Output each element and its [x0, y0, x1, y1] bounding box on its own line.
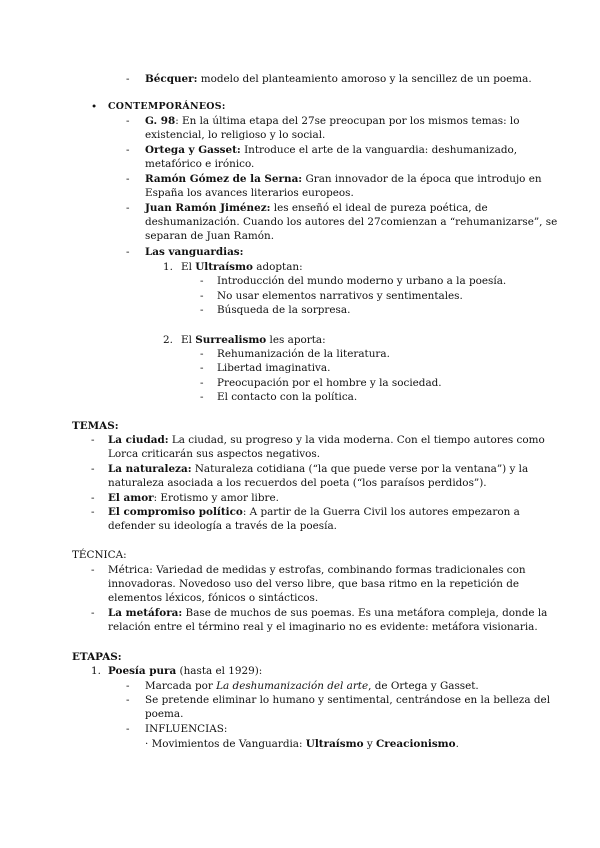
ortega-name: Ortega y Gasset: — [145, 144, 241, 156]
surrealismo-item: Libertad imaginativa. — [217, 362, 331, 374]
eliminar-line-1: Se pretende eliminar lo humano y sentimental, centrándose en la belleza del — [145, 694, 551, 706]
naturaleza-text-1: Naturaleza cotidiana (“la que puede verse por la ventana”) y la — [191, 463, 529, 475]
surrealismo-number: 2. — [163, 334, 173, 346]
ultraismo-pre: El — [181, 261, 196, 273]
surrealismo-item: Preocupación por el hombre y la sociedad. — [217, 377, 442, 389]
ortega-line-2: metafórico e irónico. — [145, 158, 255, 170]
marcada-title: La deshumanización del arte — [216, 680, 369, 692]
dash-bullet: - — [126, 680, 130, 692]
movimientos-ultraismo: Ultraísmo — [305, 738, 364, 750]
compromiso-line-2: defender su ideología a través de la poesía. — [108, 520, 337, 532]
dash-bullet: - — [200, 275, 204, 287]
compromiso-line-1 — [108, 505, 520, 519]
dash-bullet: - — [91, 607, 95, 619]
juanramon-text-1: les enseñó el ideal de pureza poética, de — [270, 202, 488, 214]
ortega-text-1: Introduce el arte de la vanguardia: deshumanizado, — [240, 144, 518, 156]
metrica-line-3: elementos léxicos, fónicos o sintácticos. — [108, 592, 319, 604]
pura-line — [108, 664, 262, 678]
dash-bullet: - — [126, 144, 130, 156]
ramon-text-1: Gran innovador de la época que introdujo en — [302, 173, 542, 185]
ultraismo-item: Búsqueda de la sorpresa. — [217, 304, 351, 316]
movimientos-pre: · Movimientos de Vanguardia: — [145, 738, 306, 750]
ultraismo-name: Ultraísmo — [195, 261, 253, 273]
tecnica-heading: TÉCNICA: — [72, 549, 127, 561]
metafora-line-2: relación entre el término real y el imaginario no es evidente: metáfora visionaria. — [108, 621, 538, 633]
juanramon-line-2: deshumanización. Cuando los autores del 27comienzan a “rehumanizarse”, se — [145, 216, 558, 228]
surrealismo-line — [181, 333, 326, 347]
influencias-label: INFLUENCIAS: — [145, 723, 228, 735]
g98-name: G. 98 — [145, 115, 176, 127]
metafora-line-1 — [108, 606, 547, 620]
metrica-line-1: Métrica: Variedad de medidas y estrofas, combinando formas tradicionales con — [108, 564, 526, 576]
pura-name: Poesía pura — [108, 665, 177, 677]
dash-bullet: - — [200, 304, 204, 316]
g98-line-2: existencial, lo religioso y lo social. — [145, 129, 326, 141]
ultraismo-post: adoptan: — [252, 261, 303, 273]
dash-bullet: - — [200, 377, 204, 389]
pura-number: 1. — [91, 665, 101, 677]
eliminar-line-2: poema. — [145, 708, 184, 720]
juanramon-name: Juan Ramón Jiménez: — [145, 202, 271, 214]
ciudad-name: La ciudad: — [108, 434, 169, 446]
movimientos-creacionismo: Creacionismo — [376, 738, 456, 750]
dash-bullet: - — [126, 202, 130, 214]
marcada-line — [145, 679, 479, 693]
dash-bullet: - — [126, 115, 130, 127]
g98-text-1: : En la última etapa del 27se preocupan por los mismos temas: lo — [175, 115, 520, 127]
dash-bullet: - — [126, 694, 130, 706]
dash-bullet: - — [126, 73, 130, 85]
surrealismo-pre: El — [181, 334, 196, 346]
surrealismo-item: Rehumanización de la literatura. — [217, 348, 390, 360]
marcada-pre: Marcada por — [145, 680, 217, 692]
round-bullet: • — [91, 101, 98, 113]
dash-bullet: - — [91, 564, 95, 576]
dash-bullet: - — [200, 290, 204, 302]
amor-text: : Erotismo y amor libre. — [153, 492, 279, 504]
amor-name: El amor — [108, 492, 154, 504]
ciudad-line-2: Lorca criticarán sus aspectos negativos. — [108, 448, 321, 460]
dash-bullet: - — [91, 506, 95, 518]
dash-bullet: - — [200, 362, 204, 374]
contemporaneos-heading: CONTEMPORÁNEOS: — [108, 101, 226, 112]
dash-bullet: - — [126, 246, 130, 258]
movimientos-mid: y — [363, 738, 377, 750]
dash-bullet: - — [200, 348, 204, 360]
compromiso-text-1: : A partir de la Guerra Civil los autores empezaron a — [242, 506, 520, 518]
becquer-text: modelo del planteamiento amoroso y la sencillez de un poema. — [197, 73, 532, 85]
ramon-name: Ramón Gómez de la Serna: — [145, 173, 303, 185]
metafora-name: La metáfora: — [108, 607, 183, 619]
dash-bullet: - — [126, 173, 130, 185]
dash-bullet: - — [200, 391, 204, 403]
becquer-name: Bécquer: — [145, 73, 198, 85]
ultraismo-item: No usar elementos narrativos y sentimentales. — [217, 290, 463, 302]
marcada-post: , de Ortega y Gasset. — [368, 680, 479, 692]
surrealismo-name: Surrealismo — [195, 334, 267, 346]
becquer-line — [145, 72, 532, 86]
ultraismo-line — [181, 260, 303, 274]
dash-bullet: - — [126, 723, 130, 735]
movimientos-post: . — [455, 738, 459, 750]
ciudad-line-1 — [108, 433, 545, 447]
ortega-line-1 — [145, 143, 517, 157]
metafora-text-1: Base de muchos de sus poemas. Es una metáfora compleja, donde la — [182, 607, 548, 619]
temas-heading: TEMAS: — [72, 420, 119, 432]
naturaleza-line-1 — [108, 462, 528, 476]
surrealismo-item: El contacto con la política. — [217, 391, 358, 403]
g98-line-1 — [145, 114, 519, 128]
vanguardias-name: Las vanguardias: — [145, 246, 244, 258]
ramon-line-2: España los avances literarios europeos. — [145, 187, 354, 199]
etapas-heading: ETAPAS: — [72, 651, 122, 663]
ciudad-text-1: La ciudad, su progreso y la vida moderna. Con el tiempo autores como — [168, 434, 545, 446]
vanguardias-heading — [145, 245, 244, 259]
amor-line — [108, 491, 279, 505]
dash-bullet: - — [91, 492, 95, 504]
surrealismo-post: les aporta: — [266, 334, 326, 346]
juanramon-line-3: separan de Juan Ramón. — [145, 230, 274, 242]
naturaleza-line-2: naturaleza asociada a los recuerdos del poeta (“los paraísos perdidos”). — [108, 477, 487, 489]
dash-bullet: - — [91, 463, 95, 475]
ultraismo-number: 1. — [163, 261, 173, 273]
pura-post: (hasta el 1929): — [176, 665, 263, 677]
ramon-line-1 — [145, 172, 542, 186]
juanramon-line-1 — [145, 201, 488, 215]
movimientos-line — [145, 737, 459, 751]
ultraismo-item: Introducción del mundo moderno y urbano a la poesía. — [217, 275, 507, 287]
dash-bullet: - — [91, 434, 95, 446]
metrica-line-2: innovadoras. Novedoso uso del verso libre, que basa ritmo en la repetición de — [108, 578, 520, 590]
naturaleza-name: La naturaleza: — [108, 463, 192, 475]
compromiso-name: El compromiso político — [108, 506, 243, 518]
